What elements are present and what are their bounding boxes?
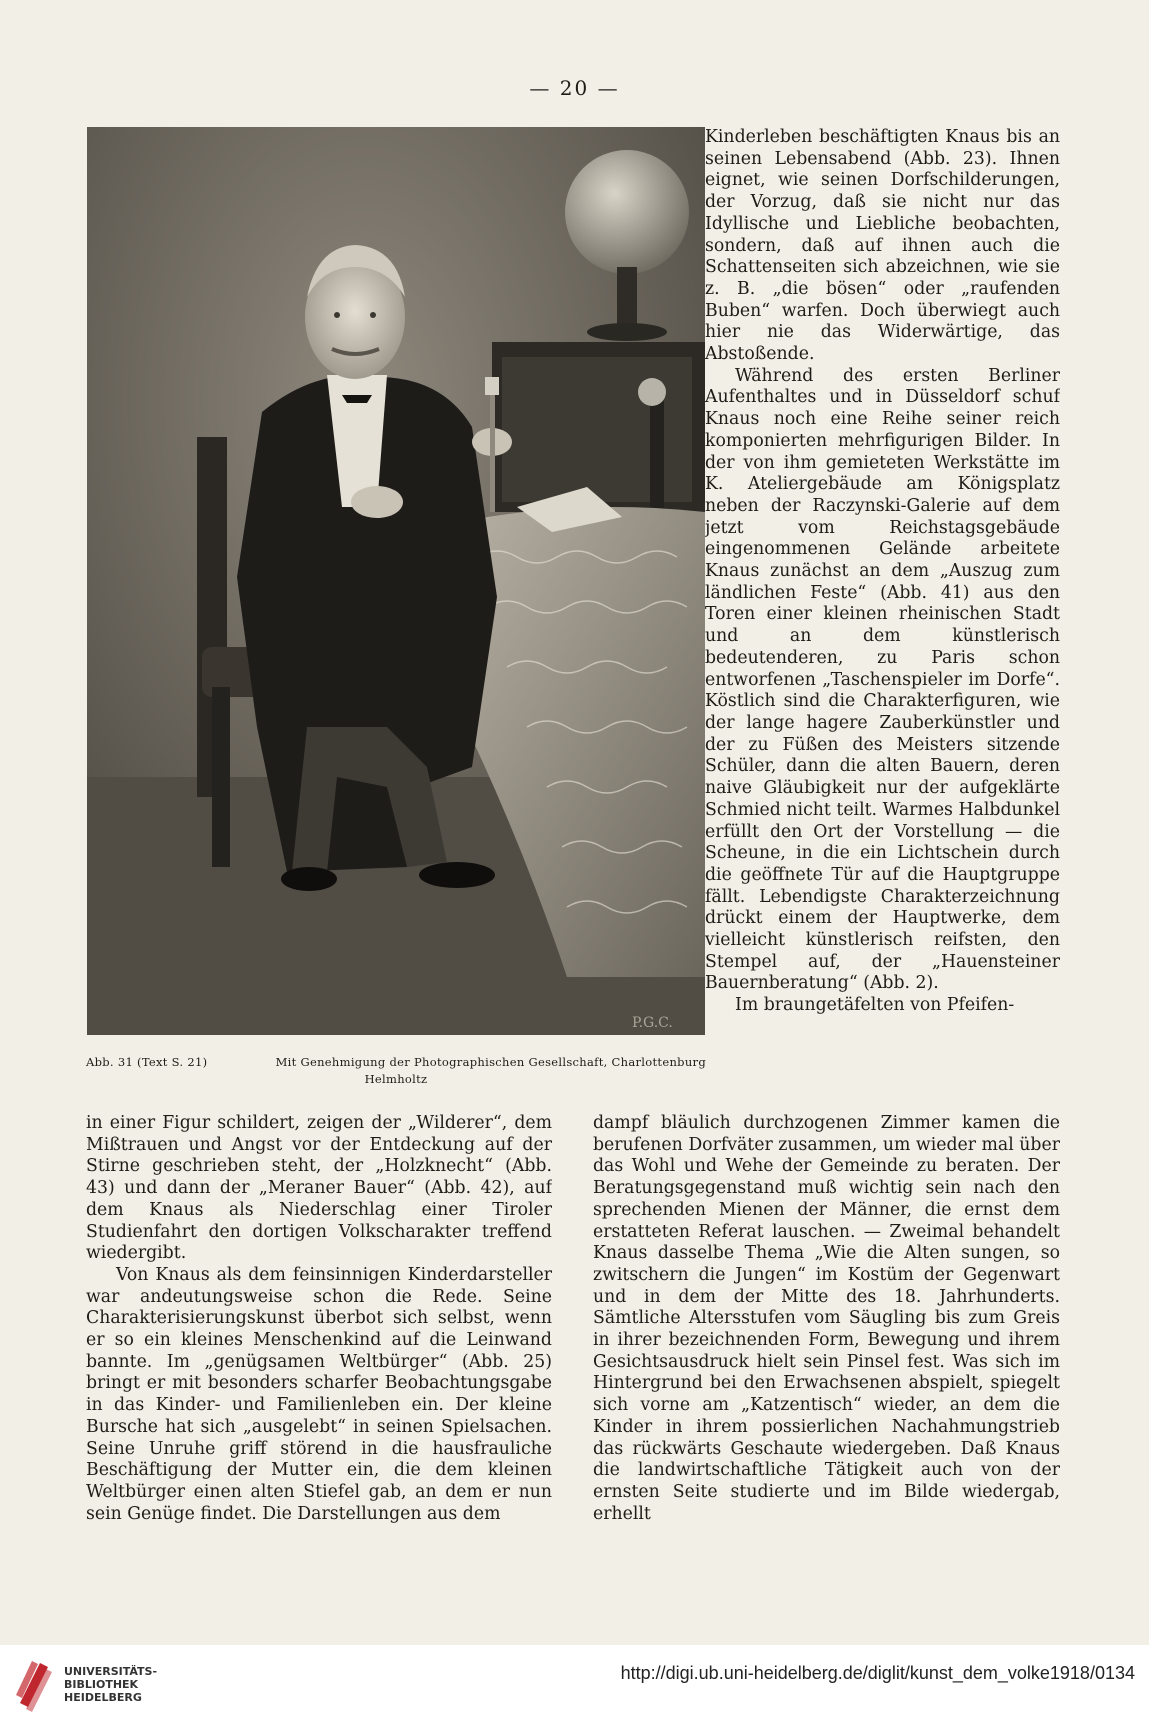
paragraph: Kinderleben beschäftigten Knaus bis an seinen Lebensabend (Abb. 23). Ihnen eignet, wie seinen Dorfschilderungen, der Vorzug, daß sie nicht nur das Idyllische und Liebliche beobachten, sondern, daß auf ihnen auch die Schattenseiten sich abzeichnen, wie sie z. B. „die bösen“ oder „raufenden Buben“ warfen. Doch überwiegt auch hier nie das Widerwärtige, das Abstoßende. xyxy=(705,127,1060,365)
text-column-right-top xyxy=(705,127,1060,1103)
page-number: — 20 — xyxy=(529,76,620,100)
paragraph: Im braungetäfelten von Pfeifen- xyxy=(735,995,1015,1016)
footer-bar xyxy=(0,1645,1149,1724)
library-logo-icon xyxy=(14,1655,54,1713)
paragraph: Während des ersten Berliner Aufenthaltes und in Düsseldorf schuf Knaus noch eine Reihe seiner reich komponierten mehrfigurigen Bilder. In der von ihm gemieteten Werkstätte im K. Ateliergebäude am Königsplatz neben der Raczynski-Galerie auf dem jetzt vom Reichstagsgebäude eingenommenen Gelände arbeitete Knaus zunächst an dem „Auszug zum ländlichen Feste“ (Abb. 41) aus den Toren einer kleinen rheinischen Stadt und an dem künstlerisch bedeutenderen, zu Paris schon entworfenen „Taschenspieler im Dorfe“. Köstlich sind die Charakterfiguren, wie der lange hagere Zauberkünstler und der zu Füßen des Meisters sitzende Schüler, dann die alten Bauern, deren naive Gläubigkeit nur der aufgeklärte Schmied nicht teilt. Warmes Halbdunkel erfüllt den Ort der Vorstellung — die Scheune, in die ein Lichtschein durch die geöffnete Tür auf die Hauptgruppe fällt. Lebendigste Charakterzeichnung drückt einem der Hauptwerke, dem vielleicht künstlerisch reifsten, den Stempel auf, der „Hauensteiner Bauernberatung“ (Abb. 2). xyxy=(705,365,1060,994)
figure-caption xyxy=(86,1054,706,1088)
portrait-illustration xyxy=(87,127,705,1035)
portrait-photograph xyxy=(87,127,705,1035)
source-url-link[interactable]: http://digi.ub.uni-heidelberg.de/diglit/kunst_dem_volke1918/0134 xyxy=(620,1663,1135,1683)
library-name: UNIVERSITÄTS- BIBLIOTHEK HEIDELBERG xyxy=(64,1665,158,1704)
caption-label: Abb. 31 (Text S. 21) xyxy=(86,1055,208,1069)
paragraph: Von Knaus als dem feinsinnigen Kinderdarsteller war andeutungsweise schon die Rede. Seine Charakterisierungskunst überbot sich selbst, wenn er so ein kleines Menschenkind auf die Leinwand bannte. Im „genügsamen Weltbürger“ (Abb. 25) bringt er mit besonders scharfer Beobachtungsgabe in das Kinder- und Familienleben ein. Der kleine Bursche hat sich „ausgelebt“ in seinen Spielsachen. Seine Unruhe griff störend in die hausfrauliche Beschäftigung der Mutter ein, die dem kleinen Weltbürger einen alten Stiefel gab, an dem er nun sein Genüge findet. Die Darstellungen aus dem xyxy=(86,1264,552,1524)
text-column-right-bottom xyxy=(593,1113,1060,1583)
caption-title: Helmholtz xyxy=(364,1072,428,1086)
caption-credit: Mit Genehmigung der Photographischen Gesellschaft, Charlottenburg xyxy=(275,1055,706,1069)
text-column-left-bottom xyxy=(86,1113,552,1583)
paragraph: in einer Figur schildert, zeigen der „Wilderer“, dem Mißtrauen und Angst vor der Entdeckung auf der Stirne geschrieben steht, der „Holzknecht“ (Abb. 43) und dann der „Meraner Bauer“ (Abb. 42), auf dem Knaus als Niederschlag einer Tiroler Studienfahrt den dortigen Volkscharakter treffend wiedergibt. xyxy=(86,1113,552,1264)
paragraph: dampf bläulich durchzogenen Zimmer kamen die berufenen Dorfväter zusammen, um wieder mal über das Wohl und Wehe der Gemeinde zu beraten. Der Beratungsgegenstand muß wichtig sein nach den sprechenden Mienen der Männer, die ernst dem erstatteten Referat lauschen. — Zweimal behandelt Knaus dasselbe Thema „Wie die Alten sungen, so zwitschern die Jungen“ im Kostüm der Gegenwart und in dem der Mitte des 18. Jahrhunderts. Sämtliche Altersstufen vom Säugling bis zum Greis in ihrer bezeichnenden Form, Bewegung und ihrem Gesichtsausdruck hielt sein Pinsel fest. Was sich im Hintergrund bei den Erwachsenen abspielt, spiegelt sich vorne am „Katzentisch“ wieder, an dem die Kinder in ihrem possierlichen Nachahmungstrieb das rückwärts Geschaute wiedergeben. Daß Knaus die landwirtschaftliche Tätigkeit auch von der ernsten Seite studierte und im Bilde wiedergab, erhellt xyxy=(593,1113,1060,1524)
photo-signature: P.G.C. xyxy=(632,1015,673,1031)
